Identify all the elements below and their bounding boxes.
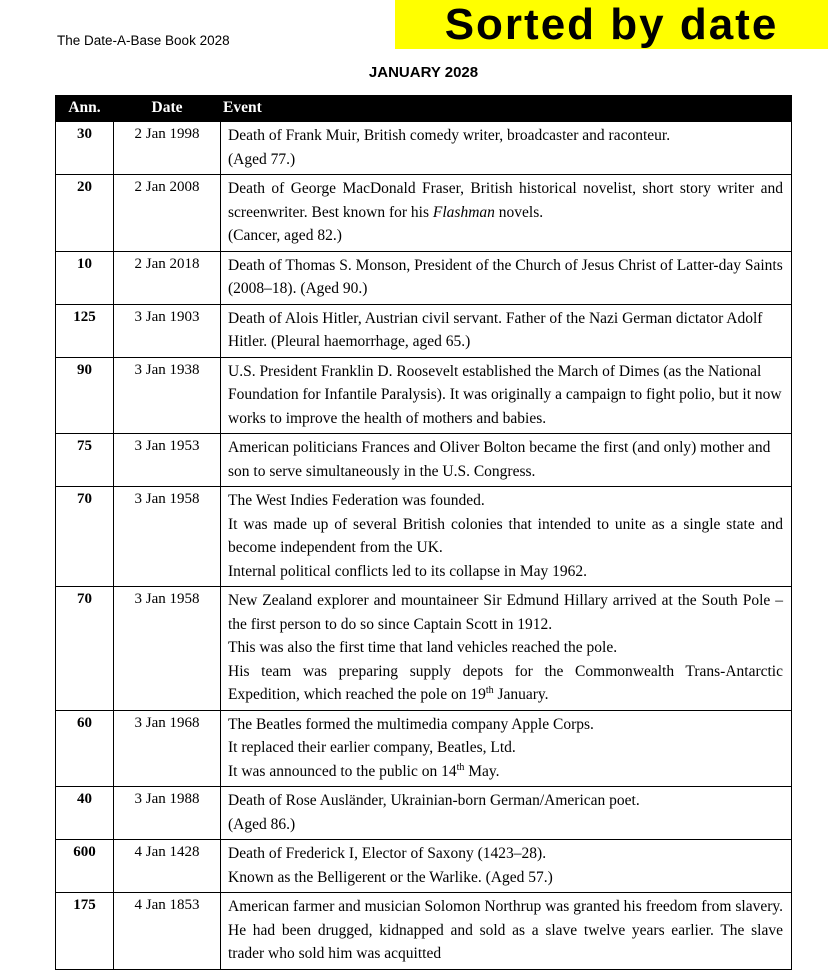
- event-line: American farmer and musician Solomon Northrup was granted his freedom from slavery. He had been drugged, kidnapped and sold as a slave twelve years earlier. The slave trader who sold him was acquitted: [228, 898, 783, 962]
- event-line: Internal political conflicts led to its collapse in May 1962.: [228, 562, 587, 580]
- date-cell: 3 Jan 1938: [114, 357, 221, 434]
- event-line: Known as the Belligerent or the Warlike. (Aged 57.): [228, 868, 553, 886]
- header-event: Event: [221, 96, 792, 122]
- ann-cell: 75: [56, 434, 114, 487]
- table-row: [56, 251, 792, 304]
- event-cell: [221, 122, 792, 175]
- table-row: [56, 175, 792, 252]
- event-cell: [221, 487, 792, 587]
- event-line: It was announced to the public on 14th May.: [228, 761, 500, 780]
- event-line: Death of Thomas S. Monson, President of the Church of Jesus Christ of Latter-day Saints (2008–18). (Aged 90.): [228, 256, 783, 297]
- event-line: Death of George MacDonald Fraser, British historical novelist, short story writer and screenwriter. Best known for his Flashman novels.: [228, 180, 783, 221]
- event-cell: [221, 304, 792, 357]
- table-row: [56, 357, 792, 434]
- event-cell: [221, 251, 792, 304]
- table-row: [56, 434, 792, 487]
- book-title: The Date-A-Base Book 2028: [57, 33, 230, 48]
- date-cell: 3 Jan 1988: [114, 787, 221, 840]
- event-cell: [221, 710, 792, 787]
- ann-cell: 60: [56, 710, 114, 787]
- event-line: New Zealand explorer and mountaineer Sir Edmund Hillary arrived at the South Pole – the first person to do so since Captain Scott in 1912.: [228, 592, 783, 633]
- event-cell: [221, 434, 792, 487]
- date-cell: 3 Jan 1968: [114, 710, 221, 787]
- events-table-header: [56, 96, 792, 122]
- table-row: [56, 304, 792, 357]
- event-line: The Beatles formed the multimedia company Apple Corps.: [228, 715, 594, 733]
- table-row: [56, 840, 792, 893]
- event-line: (Aged 86.): [228, 815, 296, 833]
- event-line: The West Indies Federation was founded.: [228, 492, 485, 509]
- event-line: It replaced their earlier company, Beatles, Ltd.: [228, 739, 516, 756]
- table-row: [56, 122, 792, 175]
- ann-cell: 20: [56, 175, 114, 252]
- ann-cell: 125: [56, 304, 114, 357]
- event-line: U.S. President Franklin D. Roosevelt established the March of Dimes (as the National Foundation for Infantile Paralysis). It was originally a campaign to fight polio, but it now works to improve the health of mothers and babies.: [228, 362, 782, 427]
- event-line: Death of Rose Ausländer, Ukrainian-born German/American poet.: [228, 792, 640, 809]
- date-cell: 3 Jan 1958: [114, 587, 221, 711]
- ann-cell: 600: [56, 840, 114, 893]
- table-row: [56, 487, 792, 587]
- date-cell: 2 Jan 2008: [114, 175, 221, 252]
- ann-cell: 90: [56, 357, 114, 434]
- event-line: This was also the first time that land vehicles reached the pole.: [228, 639, 618, 656]
- date-cell: 3 Jan 1953: [114, 434, 221, 487]
- table-row: [56, 587, 792, 711]
- header-date: Date: [114, 96, 221, 122]
- ann-cell: 40: [56, 787, 114, 840]
- ann-cell: 70: [56, 487, 114, 587]
- ann-cell: 30: [56, 122, 114, 175]
- header-ann: Ann.: [56, 96, 114, 122]
- event-line: Death of Alois Hitler, Austrian civil servant. Father of the Nazi German dictator Adolf Hitler. (Pleural haemorrhage, aged 65.): [228, 309, 763, 350]
- event-cell: [221, 787, 792, 840]
- event-cell: [221, 357, 792, 434]
- events-table: [55, 95, 792, 970]
- ann-cell: 70: [56, 587, 114, 711]
- event-line: American politicians Frances and Oliver Bolton became the first (and only) mother and son to serve simultaneously in the U.S. Congress.: [228, 439, 771, 480]
- events-table-body: [56, 122, 792, 970]
- ann-cell: 175: [56, 893, 114, 970]
- date-cell: 4 Jan 1428: [114, 840, 221, 893]
- ann-cell: 10: [56, 251, 114, 304]
- event-line: (Aged 77.): [228, 150, 296, 168]
- table-row: [56, 787, 792, 840]
- event-line: It was made up of several British colonies that intended to unite as a single state and become independent from the UK.: [228, 515, 783, 556]
- date-cell: 3 Jan 1903: [114, 304, 221, 357]
- event-cell: [221, 893, 792, 970]
- event-line: Death of Frederick I, Elector of Saxony (1423–28).: [228, 845, 547, 862]
- event-cell: [221, 840, 792, 893]
- date-cell: 2 Jan 1998: [114, 122, 221, 175]
- date-cell: 3 Jan 1958: [114, 487, 221, 587]
- table-row: [56, 893, 792, 970]
- event-cell: [221, 175, 792, 252]
- date-cell: 4 Jan 1853: [114, 893, 221, 970]
- event-cell: [221, 587, 792, 711]
- date-cell: 2 Jan 2018: [114, 251, 221, 304]
- event-line: His team was preparing supply depots for the Commonwealth Trans-Antarctic Expedition, which reached the pole on 19th January.: [228, 662, 783, 703]
- event-line: Death of Frank Muir, British comedy writer, broadcaster and raconteur.: [228, 127, 671, 144]
- event-line: (Cancer, aged 82.): [228, 227, 342, 244]
- table-row: [56, 710, 792, 787]
- sorted-by-date-banner: Sorted by date: [395, 0, 828, 49]
- month-title: JANUARY 2028: [368, 64, 479, 81]
